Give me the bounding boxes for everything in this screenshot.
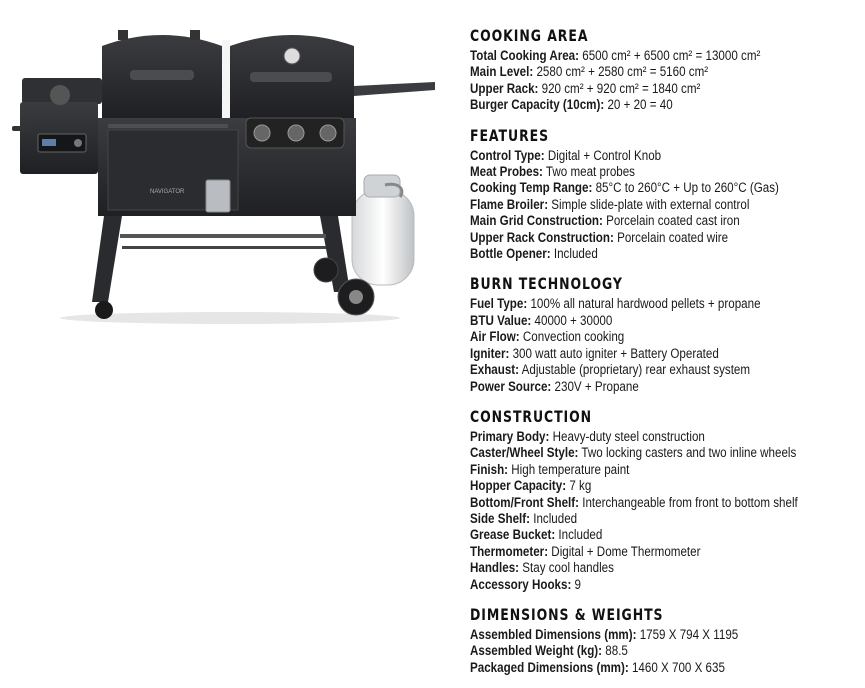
spec-sheet (470, 26, 860, 688)
spec-row (470, 445, 859, 461)
section-title: BURN TECHNOLOGY (470, 274, 623, 294)
spec-row (470, 197, 859, 213)
spec-section (470, 26, 860, 114)
spec-row (470, 527, 859, 543)
spec-label: Packaged Dimensions (mm): (470, 659, 629, 675)
gas-knobs (246, 118, 344, 148)
spec-value: Simple slide-plate with external control (551, 196, 750, 212)
grease-bucket (206, 180, 230, 212)
spec-value: High temperature paint (511, 461, 630, 477)
spec-label: Caster/Wheel Style: (470, 445, 579, 461)
spec-row (470, 660, 859, 676)
spec-label: Flame Broiler: (470, 196, 549, 212)
spec-value: 9 (574, 576, 582, 592)
spec-row (470, 362, 859, 378)
spec-label: Main Grid Construction: (470, 213, 603, 229)
spec-value: 40000 + 30000 (534, 312, 613, 328)
spec-row (470, 478, 859, 494)
section-title: DIMENSIONS & WEIGHTS (470, 604, 664, 624)
spec-value: Interchangeable from front to bottom shelf (582, 494, 798, 510)
spec-row (470, 48, 859, 64)
spec-value: 300 watt auto igniter + Battery Operated (512, 345, 719, 361)
spec-label: Air Flow: (470, 329, 520, 345)
spec-row (470, 313, 859, 329)
spec-value: 88.5 (605, 643, 628, 659)
spec-row (470, 81, 859, 97)
spec-row (470, 544, 859, 560)
spec-label: Bottom/Front Shelf: (470, 494, 579, 510)
spec-value: Heavy-duty steel construction (552, 428, 705, 444)
spec-label: Grease Bucket: (470, 527, 556, 543)
spec-value: Included (558, 527, 603, 543)
spec-value: Two locking casters and two inline wheels (581, 445, 797, 461)
spec-label: Upper Rack Construction: (470, 229, 614, 245)
spec-label: Assembled Dimensions (mm): (470, 626, 637, 642)
spec-value: 2580 cm² + 2580 cm² = 5160 cm² (536, 64, 709, 80)
spec-row (470, 329, 859, 345)
spec-label: Hopper Capacity: (470, 478, 567, 494)
section-title: COOKING AREA (470, 26, 589, 45)
spec-value: Digital + Dome Thermometer (551, 543, 701, 559)
navigator-badge: NAVIGATOR (150, 189, 185, 195)
spec-section (470, 126, 860, 263)
spec-value: Included (533, 510, 578, 526)
section-title: CONSTRUCTION (470, 406, 593, 426)
spec-label: Accessory Hooks: (470, 576, 572, 592)
spec-section (470, 605, 860, 676)
spec-value: 230V + Propane (554, 378, 639, 394)
spec-value: Included (553, 246, 598, 262)
brand-logo (50, 85, 70, 105)
spec-value: 20 + 20 = 40 (607, 97, 673, 113)
side-shelf (354, 82, 435, 96)
spec-value: Porcelain coated cast iron (606, 213, 740, 229)
spec-label: Finish: (470, 461, 509, 477)
spec-row (470, 577, 859, 593)
spec-row (470, 643, 859, 659)
spec-label: Main Level: (470, 64, 534, 80)
spec-label: Meat Probes: (470, 164, 543, 180)
spec-row (470, 213, 859, 229)
spec-label: Fuel Type: (470, 296, 528, 312)
spec-row (470, 346, 859, 362)
spec-label: Bottle Opener: (470, 246, 551, 262)
pellet-hopper (12, 78, 102, 174)
spec-label: BTU Value: (470, 312, 532, 328)
spec-value: 7 kg (569, 478, 592, 494)
spec-row (470, 246, 859, 262)
spec-label: Thermometer: (470, 543, 549, 559)
spec-row (470, 296, 859, 312)
spec-label: Cooking Temp Range: (470, 180, 593, 196)
spec-row (470, 230, 859, 246)
pellet-grill-barrel (102, 30, 222, 118)
spec-value: 1759 X 794 X 1195 (639, 626, 739, 642)
spec-value: 100% all natural hardwood pellets + propane (530, 296, 761, 312)
spec-value: Adjustable (proprietary) rear exhaust system (521, 362, 751, 378)
spec-label: Exhaust: (470, 362, 520, 378)
spec-row (470, 495, 859, 511)
spec-label: Power Source: (470, 378, 552, 394)
spec-row (470, 148, 859, 164)
spec-label: Igniter: (470, 345, 510, 361)
spec-label: Primary Body: (470, 428, 550, 444)
section-title: FEATURES (470, 125, 549, 145)
spec-label: Burger Capacity (10cm): (470, 97, 605, 113)
cart-legs (92, 216, 350, 302)
spec-value: 6500 cm² + 6500 cm² = 13000 cm² (582, 48, 761, 63)
spec-row (470, 429, 859, 445)
spec-section (470, 274, 860, 394)
spec-label: Handles: (470, 560, 520, 576)
spec-value: 1460 X 700 X 635 (631, 659, 725, 675)
spec-row (470, 180, 859, 196)
spec-label: Upper Rack: (470, 80, 539, 96)
spec-label: Control Type: (470, 147, 545, 163)
spec-row (470, 164, 859, 180)
spec-row (470, 379, 859, 395)
dome-thermometer (284, 48, 300, 64)
divider-strip (222, 40, 230, 122)
spec-label: Assembled Weight (kg): (470, 643, 603, 659)
spec-row (470, 462, 859, 478)
spec-section (470, 407, 860, 593)
spec-value: 85°C to 260°C + Up to 260°C (Gas) (595, 180, 779, 196)
spec-row (470, 64, 859, 80)
spec-label: Side Shelf: (470, 510, 530, 526)
gas-grill-barrel (230, 35, 354, 118)
spec-row (470, 97, 859, 113)
spec-value: Digital + Control Knob (547, 147, 662, 163)
grill-product-image (0, 0, 460, 340)
wheels (95, 258, 374, 319)
spec-row (470, 511, 859, 527)
spec-value: 920 cm² + 920 cm² = 1840 cm² (541, 80, 701, 96)
spec-label: Total Cooking Area: (470, 48, 580, 63)
spec-row (470, 560, 859, 576)
propane-tank (352, 175, 414, 285)
spec-row (470, 627, 859, 643)
spec-value: Two meat probes (545, 164, 635, 180)
spec-value: Convection cooking (522, 329, 625, 345)
spec-value: Stay cool handles (522, 560, 614, 576)
spec-value: Porcelain coated wire (617, 229, 729, 245)
